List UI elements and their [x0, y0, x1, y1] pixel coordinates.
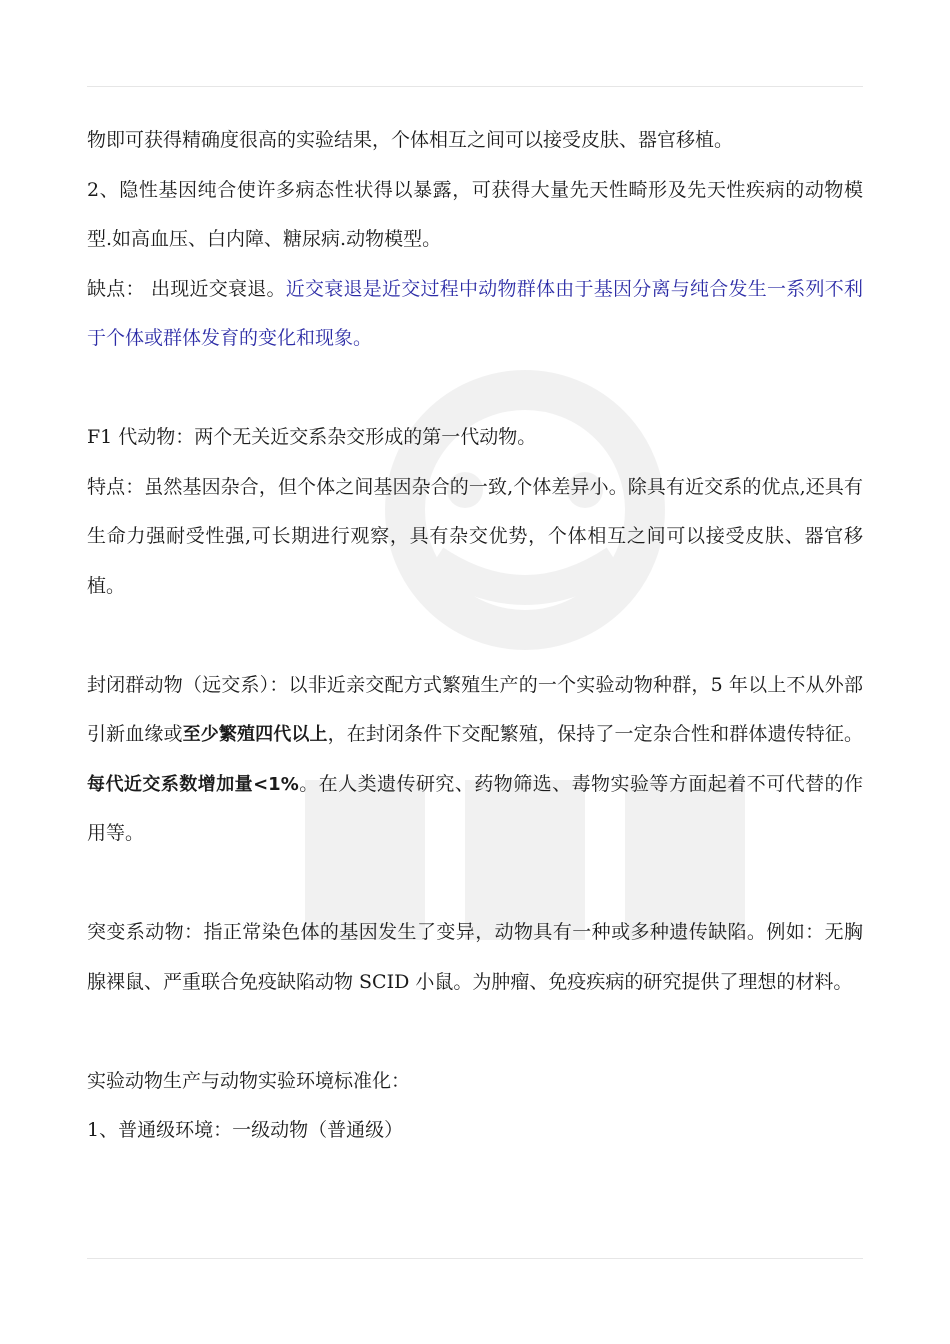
section-heading-standardization: 实验动物生产与动物实验环境标准化：: [87, 1069, 411, 1092]
paragraph-closed-colony: [87, 661, 863, 859]
paragraph-disadvantage: [87, 265, 863, 364]
inbreeding-depression-definition: 近交衰退是近交过程中动物群体由于基因分离与纯合发生一系列不利于个体或群体发育的变化和现象。: [87, 277, 863, 349]
spacer: [87, 364, 863, 414]
closed-colony-bold-2: 每代近交系数增加量<1%: [87, 773, 299, 795]
closed-colony-text-b: ，在封闭条件下交配繁殖，保持了一定杂合性和群体遗传特征。: [327, 723, 863, 745]
spacer: [87, 859, 863, 909]
paragraph-f1-features: 特点：虽然基因杂合，但个体之间基因杂合的一致,个体差异小。除具有近交系的优点,还具有生命力强耐受性强,可长期进行观察，具有杂交优势，个体相互之间可以接受皮肤、器官移植。: [87, 475, 863, 597]
list-item-level-1: 1、普通级环境：一级动物（普通级）: [87, 1119, 404, 1141]
disadvantage-label: 缺点： 出现近交衰退。: [87, 277, 286, 300]
spacer: [87, 611, 863, 661]
paragraph-mutant: 突变系动物：指正常染色体的基因发生了变异，动物具有一种或多种遗传缺陷。例如：无胸腺裸鼠、严重联合免疫缺陷动物 SCID 小鼠。为肿瘤、免疫疾病的研究提供了理想的材料。: [87, 921, 863, 993]
closed-colony-bold-1: 至少繁殖四代以上: [182, 724, 328, 745]
document-body: [87, 116, 863, 1156]
paragraph-advantage-1: 物即可获得精确度很高的实验结果，个体相互之间可以接受皮肤、器官移植。: [87, 129, 734, 151]
footer-divider: [87, 1258, 863, 1259]
paragraph-f1-definition: F1 代动物：两个无关近交系杂交形成的第一代动物。: [87, 426, 537, 448]
spacer: [87, 1007, 863, 1057]
closed-colony-text-c: 。在人类遗传研究、药物筛选、毒物实验等方面起着不可代替的作用等。: [87, 772, 863, 844]
header-divider: [87, 86, 863, 87]
closed-colony-text-a: 封闭群动物（远交系）：以非近亲交配方式繁殖生产的一个实验动物种群，5 年以上不从外部引新血缘或: [87, 673, 863, 745]
paragraph-advantage-2: 2、隐性基因纯合使许多病态性状得以暴露，可获得大量先天性畸形及先天性疾病的动物模型.如高血压、白内障、糖尿病.动物模型。: [87, 178, 863, 250]
